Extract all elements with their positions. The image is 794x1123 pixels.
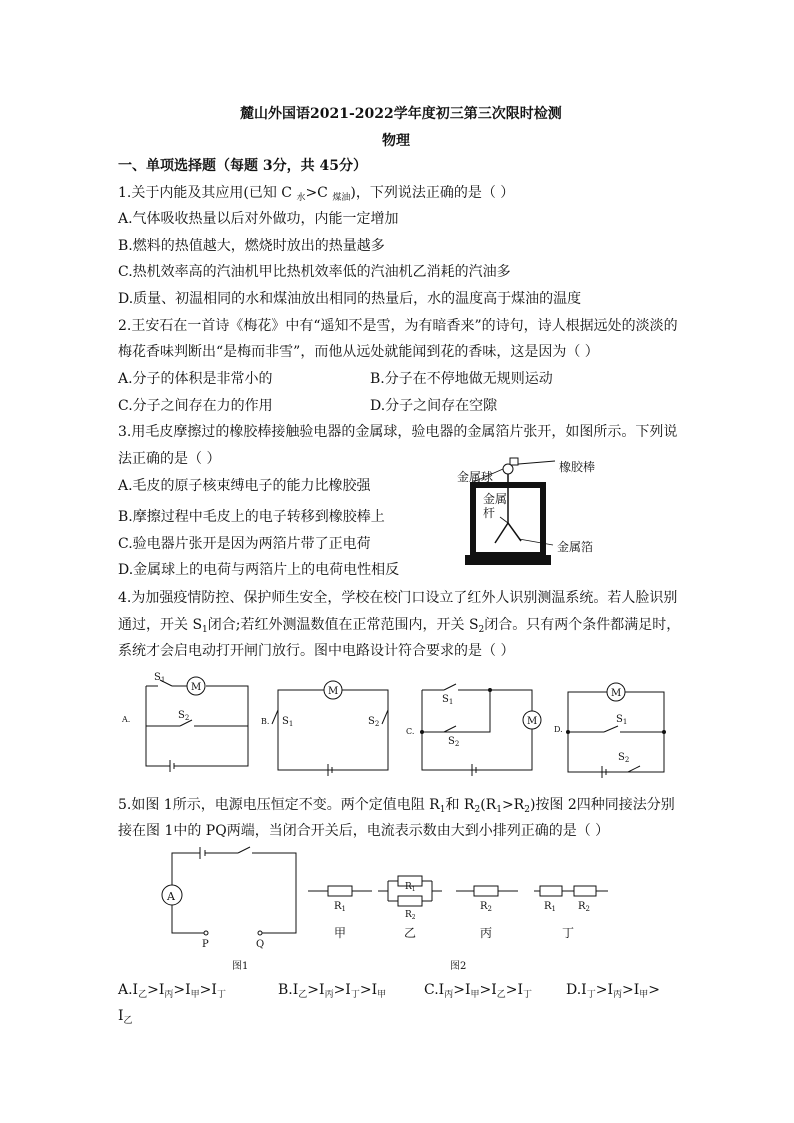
label-rod: 橡胶棒 (559, 460, 596, 474)
q5-figure2 (306, 865, 646, 975)
q2-stem-line2: 梅花香味判断出“是梅而非雪”，而他从远处就能闻到花的香味，这是因为（ ） (118, 344, 599, 360)
a-s1: $S_1$ (154, 672, 166, 684)
b-s1: $S_1$ (282, 716, 294, 728)
q2-option-b: B.分子在不停地做无规则运动 (370, 371, 553, 387)
q4-stem-line2: 通过，开关 $S_1$闭合;若红外测温数值在正常范围内，开关 $S_2$闭合。只有两个条件都满足时， (118, 617, 681, 635)
c-s2: $S_2$ (448, 736, 460, 748)
q5-option-a: $A.I_乙>I_丙>I_甲>I_丁$ (118, 982, 226, 1000)
fig2-yi-r1: $R_1$ (405, 882, 416, 893)
a-s2: $S_2$ (178, 710, 190, 722)
q1-option-c: C.热机效率高的汽油机甲比热机效率低的汽油机乙消耗的汽油多 (118, 264, 511, 280)
q2-stem-line1: 2.王安石在一首诗《梅花》中有“遥知不是雪，为有暗香来”的诗句，诗人根据远处的淡淡的 (118, 318, 678, 334)
q5-stem-line2: 接在图 1中的 PQ两端，当闭合开关后，电流表示数由大到小排列正确的是（ ） (118, 823, 610, 839)
c-s1: $S_1$ (442, 694, 454, 706)
fig2-jia-r: $R_1$ (334, 901, 346, 913)
fig2-ding-r1: $R_1$ (544, 901, 556, 913)
circuit-label-b: B. (261, 717, 270, 726)
q4-stem-line3: 系统才会启电动打开闸门放行。图中电路设计符合要求的是（ ） (118, 643, 515, 659)
q2-option-a: A.分子的体积是非常小的 (118, 371, 273, 387)
q4-circuit-figures (118, 670, 678, 780)
fig2-bing-r: $R_2$ (480, 901, 492, 913)
q1-option-a: A.气体吸收热量以后对外做功，内能一定增加 (118, 211, 399, 227)
q5-stem-line1: 5.如图 1所示，电源电压恒定不变。两个定值电阻 $R_1$和 $R_2(R_1>R_2)$按图 2四种同接法分别 (118, 797, 675, 815)
label-stem-2: 杆 (483, 506, 496, 520)
q3-stem-line1: 3.用毛皮摩擦过的橡胶棒接触验电器的金属球，验电器的金属箔片张开，如图所示。下列说 (118, 424, 678, 440)
q2-option-c: C.分子之间存在力的作用 (118, 398, 273, 414)
circuit-label-a: A. (122, 715, 131, 724)
b-s2: $S_2$ (368, 716, 380, 728)
motor-c: M (527, 716, 538, 727)
fig2-name-jia: 甲 (334, 926, 347, 940)
terminal-q: Q (256, 939, 265, 950)
fig2-name-ding: 丁 (562, 926, 575, 940)
q5-figure1 (150, 845, 310, 975)
terminal-p: P (202, 939, 209, 950)
motor-d: M (611, 688, 622, 699)
q2-option-d: D.分子之间存在空隙 (370, 398, 498, 414)
ammeter-label: A (167, 890, 175, 903)
label-ball: 金属球 (457, 470, 494, 484)
q5-option-b: $B.I_乙>I_丙>I_丁>I_甲$ (278, 982, 387, 1000)
q5-option-c: $C.I_丙>I_甲>I_乙>I_丁$ (424, 982, 533, 1000)
fig2-name-bing: 丙 (480, 926, 493, 940)
fig2-ding-r2: $R_2$ (578, 901, 590, 913)
section-heading: 一、单项选择题（每题 3分，共 45分） (118, 158, 367, 174)
metal-ball (503, 464, 513, 474)
fig2-yi-r2: $R_2$ (405, 910, 416, 921)
q3-option-d: D.金属球上的电荷与两箔片上的电荷电性相反 (118, 562, 400, 578)
circuit-c (422, 684, 541, 776)
label-stem-1: 金属 (483, 492, 508, 506)
metal-foil-left (495, 523, 508, 543)
electroscope-figure (455, 455, 625, 585)
figure1-caption: 图1 (232, 961, 249, 972)
circuit-label-c: C. (406, 727, 415, 736)
subject-title: 物理 (382, 133, 410, 149)
q3-stem-line2: 法正确的是（ ） (118, 451, 221, 467)
d-s2: $S_2$ (618, 752, 630, 764)
q1-stem: 1.关于内能及其应用(已知 C $_水$>C $_{煤油}$)，下列说法正确的是（ ） (118, 185, 515, 203)
metal-foil-right (508, 523, 521, 541)
exam-title: 麓山外国语2021-2022学年度初三第三次限时检测 (240, 106, 562, 122)
q5-option-d: $D.I_丁>I_丙>I_甲>$ (566, 982, 661, 1000)
q3-option-a: A.毛皮的原子核束缚电子的能力比橡胶强 (118, 478, 371, 494)
figure2-caption: 图2 (450, 961, 467, 972)
fig2-name-yi: 乙 (404, 926, 417, 940)
q3-option-c: C.验电器片张开是因为两箔片带了正电荷 (118, 536, 371, 552)
q4-stem-line1: 4.为加强疫情防控、保护师生安全，学校在校门口设立了红外人识别测温系统。若人脸识别 (118, 590, 678, 606)
q1-option-d: D.质量、初温相同的水和煤油放出相同的热量后，水的温度高于煤油的温度 (118, 291, 582, 307)
circuit-label-d: D. (554, 725, 563, 734)
q5-option-d-continued: $I_乙$ (118, 1008, 133, 1026)
d-s1: $S_1$ (616, 714, 628, 726)
q1-option-b: B.燃料的热值越大，燃烧时放出的热量越多 (118, 238, 385, 254)
label-foil: 金属箔 (557, 540, 594, 554)
q3-option-b: B.摩擦过程中毛皮上的电子转移到橡胶棒上 (118, 509, 385, 525)
motor-b: M (328, 686, 339, 697)
motor-a: M (191, 682, 202, 693)
